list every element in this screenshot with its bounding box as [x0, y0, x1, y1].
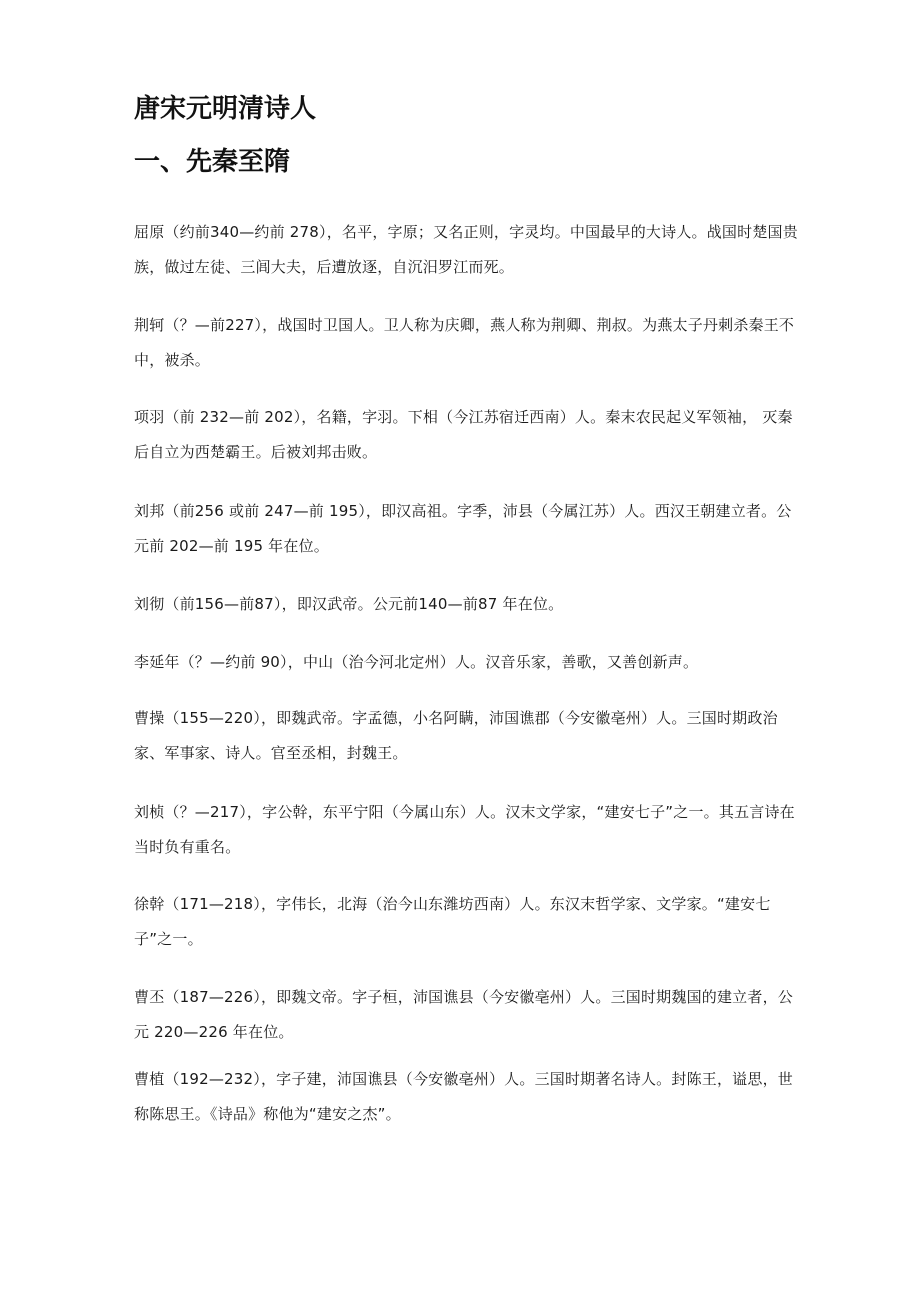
section-heading: 一、先秦至隋 [134, 147, 291, 177]
entry-xu-gan: 徐幹（171—218），字伟长，北海（治今山东潍坊西南）人。东汉末哲学家、文学家。“建安七子”之一。 [134, 895, 771, 948]
entry-xiang-yu: 项羽（前 232—前 202），名籍，字羽。下相（今江苏宿迁西南）人。秦末农民起义军领袖， 灭秦后自立为西楚霸王。后被刘邦击败。 [134, 408, 793, 461]
entry-li-yannian: 李延年（？—约前 90），中山（治今河北定州）人。汉音乐家，善歌，又善创新声。 [134, 653, 699, 671]
entry-liu-bang: 刘邦（前256 或前 247—前 195），即汉高祖。字季，沛县（今属江苏）人。西汉王朝建立者。公元前 202—前 195 年在位。 [134, 502, 792, 555]
entry-liu-zhen: 刘桢（？—217），字公幹，东平宁阳（今属山东）人。汉末文学家，“建安七子”之一。其五言诗在当时负有重名。 [134, 803, 795, 856]
entry-qu-yuan: 屈原（约前340—约前 278），名平，字原；又名正则，字灵均。中国最早的大诗人。战国时楚国贵族，做过左徒、三闾大夫，后遭放逐，自沉汨罗江而死。 [134, 223, 798, 276]
entry-cao-cao: 曹操（155—220），即魏武帝。字孟德，小名阿瞒，沛国谯郡（今安徽亳州）人。三国时期政治家、军事家、诗人。官至丞相，封魏王。 [134, 709, 778, 762]
entry-cao-zhi: 曹植（192—232），字子建，沛国谯县（今安徽亳州）人。三国时期著名诗人。封陈王，谥思，世称陈思王。《诗品》称他为“建安之杰”。 [134, 1070, 793, 1123]
entry-cao-pi: 曹丕（187—226），即魏文帝。字子桓，沛国谯县（今安徽亳州）人。三国时期魏国的建立者，公元 220—226 年在位。 [134, 988, 793, 1041]
entry-jing-ke: 荆轲（？—前227），战国时卫国人。卫人称为庆卿，燕人称为荆卿、荆叔。为燕太子丹刺杀秦王不中，被杀。 [134, 316, 795, 369]
document-title: 唐宋元明清诗人 [134, 94, 317, 124]
entry-liu-che: 刘彻（前156—前87），即汉武帝。公元前140—前87 年在位。 [134, 595, 564, 613]
